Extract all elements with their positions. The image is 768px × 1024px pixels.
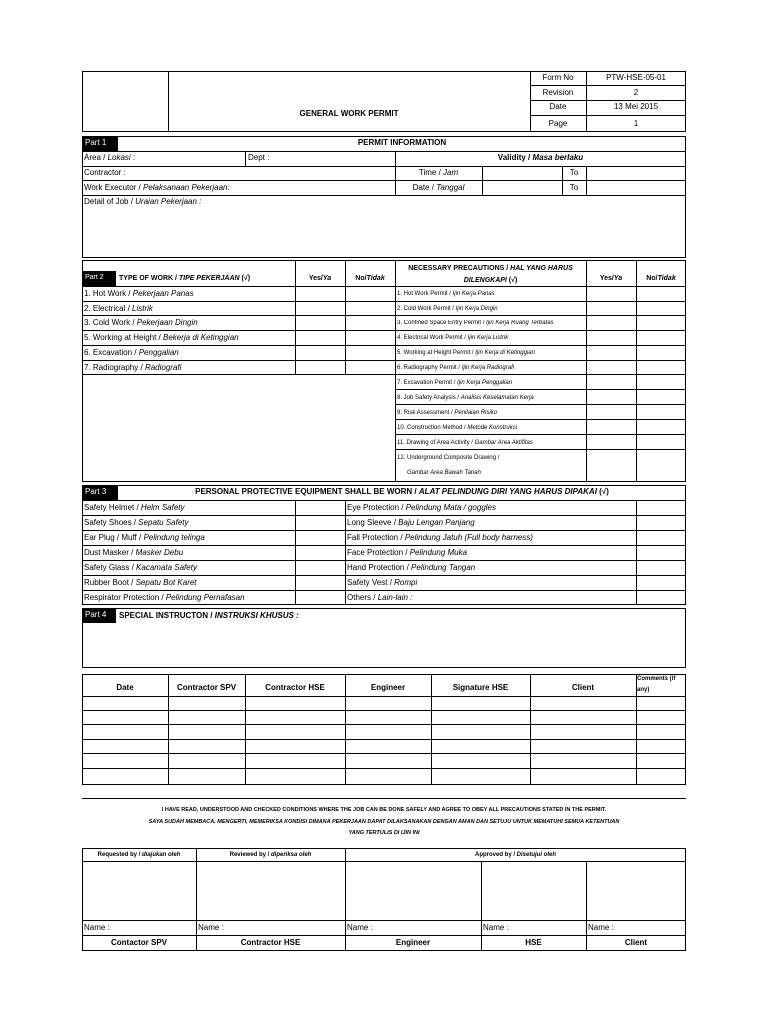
precaution-item: 7. Excavation Permit / Ijin Kerja Penggalian bbox=[397, 380, 513, 386]
role-label: Contractor HSE bbox=[240, 938, 301, 947]
signoff-col-header: Contractor HSE bbox=[265, 683, 325, 692]
precaution-item: 4. Electrical Work Permit / Ijin Kerja Listrik bbox=[397, 335, 509, 341]
statement-id: SAYA SUDAH MEMBACA, MENGERTI, MEMERIKSA KONDISI DIMANA PEKERJAAN DAPAT DILAKSANAKAN DENGAN AMAN DAN SETUJU UNTUK MEMATUHI SEMUA KETENTUAN bbox=[148, 819, 620, 825]
date-label: Date / Tanggal bbox=[412, 183, 465, 192]
meta-value-revision: 2 bbox=[633, 88, 639, 97]
approved-by-label: Approved by / Disetujui oleh bbox=[474, 852, 556, 858]
name-label: Name : bbox=[198, 923, 224, 932]
ppe-item: Safety Vest / Rompi bbox=[347, 578, 418, 587]
part2-no-header: No/Tidak bbox=[355, 275, 385, 282]
work-item: 6. Excavation / Penggalian bbox=[84, 348, 179, 357]
date-to-label: To bbox=[569, 183, 579, 192]
part1-tag: Part 1 bbox=[82, 136, 118, 151]
precaution-item: 2. Cold Work Permit / Ijin Kerja Dingin bbox=[397, 306, 498, 312]
ppe-item: Safety Glass / Kacamata Safety bbox=[84, 563, 197, 572]
precaution-item: 10. Construction Method / Metode Konstruksi bbox=[397, 425, 518, 431]
ppe-item: Respirator Protection / Pelindung Pernafasan bbox=[84, 593, 245, 602]
precaution-item: 6. Radiography Permit / Ijin Kerja Radiografi bbox=[397, 365, 515, 371]
signoff-col-header: Signature HSE bbox=[452, 683, 509, 692]
part3-title: PERSONAL PROTECTIVE EQUIPMENT SHALL BE WORN / ALAT PELINDUNG DIRI YANG HARUS DIPAKAI (√) bbox=[195, 487, 609, 496]
part2-title: TYPE OF WORK / TIPE PEKERJAAN (√) bbox=[119, 275, 251, 282]
work-item: 1. Hot Work / Pekerjaan Panas bbox=[84, 289, 194, 298]
role-label: Contactor SPV bbox=[110, 938, 167, 947]
time-label: Time / Jam bbox=[418, 168, 459, 177]
meta-label-revision: Revision bbox=[542, 88, 574, 97]
signoff-col-header: Date bbox=[116, 683, 134, 692]
executor-label: Work Executor / Pelaksanaan Pekerjaan: bbox=[84, 183, 230, 192]
precaution-item: 8. Job Safety Analysis / Analisis Keselamatan Kerja bbox=[397, 395, 534, 401]
part4-tag: Part 4 bbox=[82, 608, 116, 623]
work-item: 7. Radiography / Radiografi bbox=[84, 363, 182, 372]
role-label: Engineer bbox=[395, 938, 431, 947]
precaution-item: 12. Underground Composite Drawing / bbox=[397, 455, 500, 461]
signoff-col-header: Contractor SPV bbox=[176, 683, 237, 692]
meta-value-form-no: PTW-HSE-05-01 bbox=[606, 73, 666, 82]
detail-label: Detail of Job / Uraian Pekerjaan : bbox=[84, 197, 202, 206]
area-label: Area / Lokasi : bbox=[84, 153, 136, 162]
meta-value-date: 13 Mei 2015 bbox=[613, 102, 659, 111]
part2-yes-header: Yes/Ya bbox=[308, 275, 332, 282]
precautions-header: NECESSARY PRECAUTIONS / HAL YANG HARUS DILENGKAPI (√) bbox=[408, 265, 573, 284]
form-title: GENERAL WORK PERMIT bbox=[299, 109, 399, 118]
ppe-item: Rubber Boot / Sepatu Bot Karet bbox=[84, 578, 197, 587]
time-to-label: To bbox=[569, 168, 579, 177]
ppe-item: Long Sleeve / Baju Lengan Panjang bbox=[347, 518, 475, 527]
meta-label-date: Date bbox=[549, 102, 567, 111]
role-label: HSE bbox=[525, 938, 542, 947]
precautions-no-header: No/Tidak bbox=[646, 275, 676, 282]
precautions-yes-header: Yes/Ya bbox=[599, 275, 623, 282]
validity-label: Validity / Masa berlaku bbox=[497, 153, 584, 162]
ppe-item: Safety Helmet / Helm Safety bbox=[84, 503, 185, 512]
ppe-item: Ear Plug / Muff / Pelindung telinga bbox=[84, 533, 205, 542]
name-label: Name : bbox=[347, 923, 373, 932]
dept-label: Dept : bbox=[248, 153, 270, 162]
requested-by-label: Requested by / diajukan oleh bbox=[97, 852, 181, 858]
contractor-label: Contractor : bbox=[84, 168, 126, 177]
ppe-item: Eye Protection / Pelindung Mata / goggles bbox=[347, 503, 496, 512]
name-label: Name : bbox=[84, 923, 110, 932]
meta-value-page: 1 bbox=[633, 119, 639, 128]
work-item: 5. Working at Height / Bekerja di Ketinggian bbox=[84, 333, 239, 342]
part2-tag: Part 2 bbox=[82, 271, 116, 286]
precaution-item: 11. Drawing of Area Activity / Gambar Area Aktifitas bbox=[397, 440, 533, 446]
ppe-item: Safety Shoes / Sepatu Safety bbox=[84, 518, 189, 527]
ppe-item: Face Protection / Pelindung Muka bbox=[347, 548, 468, 557]
ppe-item: Dust Masker / Masker Debu bbox=[84, 548, 184, 557]
reviewed-by-label: Reviewed by / diperiksa oleh bbox=[229, 852, 312, 858]
name-label: Name : bbox=[483, 923, 509, 932]
precaution-item: 5. Working at Height Permit / Ijin Kerja di Ketinggian bbox=[397, 350, 535, 356]
meta-label-page: Page bbox=[548, 119, 568, 128]
statement-id-cont: YANG TERTULIS DI IJIN INI bbox=[348, 830, 420, 836]
statement-en: I HAVE READ, UNDERSTOOD AND CHECKED CONDITIONS WHERE THE JOB CAN BE DONE SAFELY AND AGREE TO OBEY ALL PRECAUTIONS STATED IN THE PERMIT. bbox=[161, 807, 607, 813]
signoff-col-header: Client bbox=[571, 683, 595, 692]
signoff-col-header: Engineer bbox=[370, 683, 406, 692]
meta-label-form-no: Form No bbox=[542, 73, 574, 82]
part3-tag: Part 3 bbox=[82, 485, 118, 500]
precaution-item: 9. Risk Assessment / Penilaian Risiko bbox=[397, 410, 498, 416]
precaution-item: Gambar Area Bawah Tanah bbox=[407, 470, 481, 476]
signoff-comments-header: Comments (if any) bbox=[637, 676, 676, 693]
work-item: 3. Cold Work / Pekerjaan Dingin bbox=[84, 318, 198, 327]
role-label: Client bbox=[624, 938, 648, 947]
precaution-item: 3. Confined Space Entry Permit / Ijin Kerja Ruang Terbatas bbox=[397, 320, 554, 326]
name-label: Name : bbox=[588, 923, 614, 932]
ppe-item: Fall Protection / Pelindung Jatuh (Full body harness) bbox=[347, 533, 533, 542]
part1-title: PERMIT INFORMATION bbox=[357, 138, 447, 147]
ppe-item: Others / Lain-lain : bbox=[347, 593, 413, 602]
work-item: 2. Electrical / Listrik bbox=[84, 304, 153, 313]
precaution-item: 1. Hot Work Permit / Ijin Kerja Panas bbox=[397, 291, 495, 297]
ppe-item: Hand Protection / Pelindung Tangan bbox=[347, 563, 476, 572]
part4-title: SPECIAL INSTRUCTON / INSTRUKSI KHUSUS : bbox=[119, 611, 299, 620]
